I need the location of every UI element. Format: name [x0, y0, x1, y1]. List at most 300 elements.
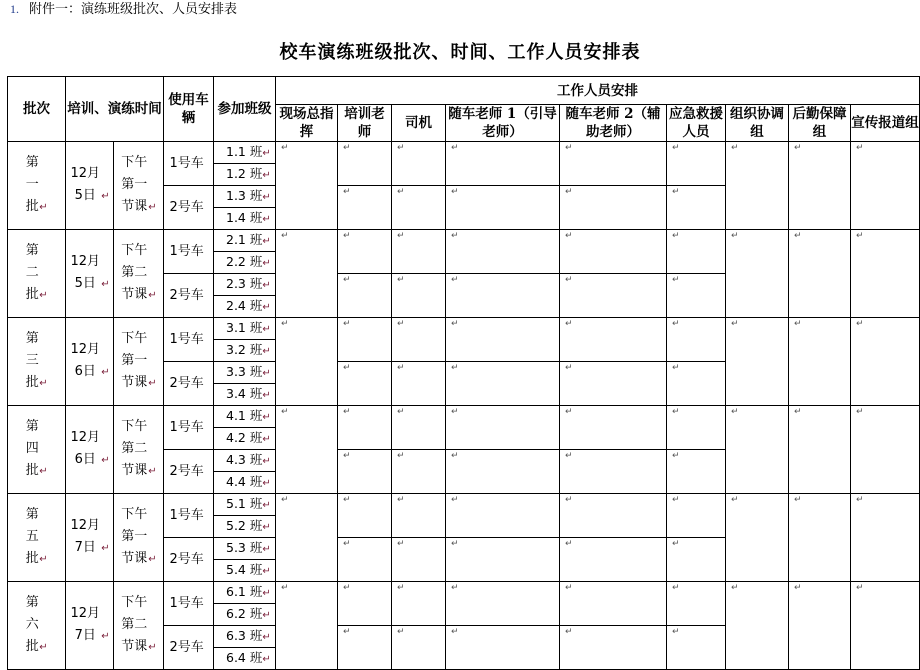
- escort-teacher-1-input[interactable]: [446, 362, 560, 406]
- paragraph-mark-icon: ↵: [101, 631, 110, 642]
- escort-teacher-1-input[interactable]: [446, 318, 560, 362]
- document-title: 校车演练班级批次、时间、工作人员安排表: [279, 42, 641, 63]
- commander-input[interactable]: [276, 582, 338, 670]
- escort-teacher-2-input[interactable]: [560, 538, 667, 582]
- class-label: 4.1 班: [226, 408, 263, 423]
- paragraph-mark-icon: ↵: [262, 324, 271, 335]
- vehicle-label: 2号车: [169, 551, 204, 567]
- coordination-group-input[interactable]: [726, 230, 789, 318]
- escort-teacher-1-input[interactable]: [446, 142, 560, 186]
- driver-input[interactable]: [392, 494, 446, 538]
- emergency-staff-input[interactable]: [667, 230, 726, 274]
- header-escort-teacher-2: 随车老师 2（辅助老师）: [560, 105, 667, 142]
- class-cell: [214, 362, 276, 384]
- escort-teacher-2-input[interactable]: [560, 274, 667, 318]
- paragraph-mark-icon: ↵: [262, 434, 271, 445]
- coordination-group-input[interactable]: [726, 494, 789, 582]
- emergency-staff-input[interactable]: [667, 494, 726, 538]
- paragraph-mark-icon: ↵: [39, 378, 48, 389]
- vehicle-cell: [164, 318, 214, 362]
- date-label: 12月5日: [70, 254, 101, 291]
- driver-input[interactable]: [392, 406, 446, 450]
- paragraph-mark-icon: ↵: [148, 202, 157, 213]
- paragraph-mark-icon: ↵: [148, 378, 157, 389]
- vehicle-label: 2号车: [169, 287, 204, 303]
- paragraph-mark-icon: ↵: [343, 627, 351, 637]
- period-label: 下午第一节课: [121, 331, 148, 390]
- trainer-input[interactable]: [338, 142, 392, 186]
- paragraph-mark-icon: ↵: [397, 143, 405, 153]
- paragraph-mark-icon: ↵: [451, 407, 459, 417]
- paragraph-mark-icon: ↵: [672, 187, 680, 197]
- paragraph-mark-icon: ↵: [672, 275, 680, 285]
- driver-input[interactable]: [392, 538, 446, 582]
- escort-teacher-2-input[interactable]: [560, 626, 667, 670]
- class-cell: [214, 648, 276, 670]
- logistics-group-input[interactable]: [789, 406, 851, 494]
- paragraph-mark-icon: ↵: [565, 231, 573, 241]
- paragraph-mark-icon: ↵: [397, 275, 405, 285]
- class-cell: [214, 560, 276, 582]
- emergency-staff-input[interactable]: [667, 538, 726, 582]
- logistics-group-input[interactable]: [789, 494, 851, 582]
- paragraph-mark-icon: ↵: [262, 566, 271, 577]
- vehicle-label: 1号车: [169, 507, 204, 523]
- header-trainer: 培训老师: [338, 105, 392, 142]
- logistics-group-input[interactable]: [789, 582, 851, 670]
- class-label: 3.4 班: [226, 386, 263, 401]
- paragraph-mark-icon: ↵: [281, 231, 289, 241]
- trainer-input[interactable]: [338, 186, 392, 230]
- driver-input[interactable]: [392, 230, 446, 274]
- driver-input[interactable]: [392, 142, 446, 186]
- driver-input[interactable]: [392, 274, 446, 318]
- paragraph-mark-icon: ↵: [451, 363, 459, 373]
- paragraph-mark-icon: ↵: [343, 187, 351, 197]
- class-cell: [214, 538, 276, 560]
- escort-teacher-2-input[interactable]: [560, 406, 667, 450]
- publicity-group-input[interactable]: [851, 406, 920, 494]
- header-staff-group: 工作人员安排: [276, 77, 920, 105]
- coordination-group-input[interactable]: [726, 582, 789, 670]
- class-cell: [214, 208, 276, 230]
- class-label: 3.1 班: [226, 320, 263, 335]
- vehicle-cell: [164, 538, 214, 582]
- escort-teacher-1-input[interactable]: [446, 450, 560, 494]
- trainer-input[interactable]: [338, 230, 392, 274]
- paragraph-mark-icon: ↵: [565, 319, 573, 329]
- paragraph-mark-icon: ↵: [451, 187, 459, 197]
- period-label: 下午第一节课: [121, 507, 148, 566]
- paragraph-mark-icon: ↵: [101, 543, 110, 554]
- header-coordination-group: 组织协调组: [726, 105, 789, 142]
- vehicle-label: 1号车: [169, 155, 204, 171]
- paragraph-mark-icon: ↵: [794, 583, 802, 593]
- paragraph-mark-icon: ↵: [731, 583, 739, 593]
- trainer-input[interactable]: [338, 538, 392, 582]
- emergency-staff-input[interactable]: [667, 362, 726, 406]
- trainer-input[interactable]: [338, 274, 392, 318]
- header-classes: 参加班级: [214, 77, 276, 142]
- paragraph-mark-icon: ↵: [262, 544, 271, 555]
- class-label: 4.2 班: [226, 430, 263, 445]
- publicity-group-input[interactable]: [851, 230, 920, 318]
- class-cell: [214, 406, 276, 428]
- paragraph-mark-icon: ↵: [451, 451, 459, 461]
- escort-teacher-1-input[interactable]: [446, 626, 560, 670]
- schedule-table: [7, 76, 920, 670]
- logistics-group-input[interactable]: [789, 142, 851, 230]
- paragraph-mark-icon: ↵: [731, 319, 739, 329]
- emergency-staff-input[interactable]: [667, 626, 726, 670]
- trainer-input[interactable]: [338, 626, 392, 670]
- coordination-group-input[interactable]: [726, 142, 789, 230]
- vehicle-label: 1号车: [169, 243, 204, 259]
- vehicle-cell: [164, 450, 214, 494]
- class-cell: [214, 472, 276, 494]
- commander-input[interactable]: [276, 142, 338, 230]
- class-label: 6.2 班: [226, 606, 263, 621]
- class-cell: [214, 428, 276, 450]
- period-cell: [114, 142, 164, 230]
- period-cell: [114, 318, 164, 406]
- paragraph-mark-icon: ↵: [39, 642, 48, 653]
- class-cell: [214, 252, 276, 274]
- paragraph-mark-icon: ↵: [731, 231, 739, 241]
- paragraph-mark-icon: ↵: [856, 143, 864, 153]
- emergency-staff-input[interactable]: [667, 186, 726, 230]
- paragraph-mark-icon: ↵: [148, 554, 157, 565]
- paragraph-mark-icon: ↵: [281, 143, 289, 153]
- batch-label: 第三批: [25, 331, 39, 390]
- escort-teacher-2-input[interactable]: [560, 494, 667, 538]
- header-driver: 司机: [392, 105, 446, 142]
- paragraph-mark-icon: ↵: [565, 495, 573, 505]
- header-publicity-group: 宣传报道组: [851, 105, 920, 142]
- paragraph-mark-icon: ↵: [39, 202, 48, 213]
- class-label: 3.3 班: [226, 364, 263, 379]
- attachment-note: [10, 0, 237, 19]
- batch-label: 第五批: [25, 507, 39, 566]
- paragraph-mark-icon: ↵: [262, 346, 271, 357]
- paragraph-mark-icon: ↵: [565, 627, 573, 637]
- header-logistics-group: 后勤保障组: [789, 105, 851, 142]
- logistics-group-input[interactable]: [789, 230, 851, 318]
- date-cell: [66, 582, 114, 670]
- class-cell: [214, 516, 276, 538]
- vehicle-cell: [164, 142, 214, 186]
- paragraph-mark-icon: ↵: [262, 412, 271, 423]
- period-cell: [114, 406, 164, 494]
- batch-label: 第二批: [25, 243, 39, 302]
- class-label: 3.2 班: [226, 342, 263, 357]
- paragraph-mark-icon: ↵: [281, 407, 289, 417]
- paragraph-mark-icon: ↵: [262, 588, 271, 599]
- paragraph-mark-icon: ↵: [856, 319, 864, 329]
- batch-cell: [8, 142, 66, 230]
- trainer-input[interactable]: [338, 362, 392, 406]
- paragraph-mark-icon: ↵: [672, 583, 680, 593]
- vehicle-cell: [164, 626, 214, 670]
- paragraph-mark-icon: ↵: [39, 290, 48, 301]
- driver-input[interactable]: [392, 626, 446, 670]
- trainer-input[interactable]: [338, 450, 392, 494]
- class-label: 5.2 班: [226, 518, 263, 533]
- trainer-input[interactable]: [338, 318, 392, 362]
- class-label: 4.4 班: [226, 474, 263, 489]
- escort-teacher-1-input[interactable]: [446, 538, 560, 582]
- escort-teacher-1-input[interactable]: [446, 582, 560, 626]
- paragraph-mark-icon: ↵: [262, 280, 271, 291]
- class-label: 1.2 班: [226, 166, 263, 181]
- table-row: [8, 142, 920, 164]
- paragraph-mark-icon: ↵: [343, 363, 351, 373]
- class-cell: [214, 230, 276, 252]
- vehicle-cell: [164, 494, 214, 538]
- paragraph-mark-icon: ↵: [856, 583, 864, 593]
- paragraph-mark-icon: ↵: [451, 583, 459, 593]
- class-label: 5.1 班: [226, 496, 263, 511]
- list-number: 1.: [10, 2, 19, 16]
- paragraph-mark-icon: ↵: [451, 539, 459, 549]
- paragraph-mark-icon: ↵: [262, 478, 271, 489]
- paragraph-mark-icon: ↵: [262, 456, 271, 467]
- paragraph-mark-icon: ↵: [565, 451, 573, 461]
- paragraph-mark-icon: ↵: [148, 642, 157, 653]
- paragraph-mark-icon: ↵: [39, 466, 48, 477]
- commander-input[interactable]: [276, 494, 338, 582]
- class-cell: [214, 186, 276, 208]
- class-cell: [214, 626, 276, 648]
- paragraph-mark-icon: ↵: [343, 583, 351, 593]
- paragraph-mark-icon: ↵: [101, 455, 110, 466]
- paragraph-mark-icon: ↵: [731, 143, 739, 153]
- escort-teacher-2-input[interactable]: [560, 230, 667, 274]
- class-cell: [214, 450, 276, 472]
- emergency-staff-input[interactable]: [667, 142, 726, 186]
- class-label: 2.4 班: [226, 298, 263, 313]
- emergency-staff-input[interactable]: [667, 318, 726, 362]
- paragraph-mark-icon: ↵: [343, 407, 351, 417]
- escort-teacher-2-input[interactable]: [560, 450, 667, 494]
- escort-teacher-1-input[interactable]: [446, 494, 560, 538]
- publicity-group-input[interactable]: [851, 582, 920, 670]
- paragraph-mark-icon: ↵: [565, 143, 573, 153]
- vehicle-label: 1号车: [169, 419, 204, 435]
- class-cell: [214, 384, 276, 406]
- paragraph-mark-icon: ↵: [672, 627, 680, 637]
- date-cell: [66, 230, 114, 318]
- paragraph-mark-icon: ↵: [672, 231, 680, 241]
- batch-cell: [8, 230, 66, 318]
- paragraph-mark-icon: ↵: [794, 231, 802, 241]
- paragraph-mark-icon: ↵: [101, 367, 110, 378]
- vehicle-cell: [164, 186, 214, 230]
- period-cell: [114, 230, 164, 318]
- class-cell: [214, 164, 276, 186]
- paragraph-mark-icon: ↵: [343, 231, 351, 241]
- paragraph-mark-icon: ↵: [397, 187, 405, 197]
- header-emergency-staff: 应急救援人员: [667, 105, 726, 142]
- class-label: 5.4 班: [226, 562, 263, 577]
- paragraph-mark-icon: ↵: [262, 390, 271, 401]
- escort-teacher-1-input[interactable]: [446, 186, 560, 230]
- table-row: [8, 230, 920, 252]
- period-cell: [114, 582, 164, 670]
- trainer-input[interactable]: [338, 494, 392, 538]
- period-label: 下午第一节课: [121, 155, 148, 214]
- vehicle-label: 1号车: [169, 595, 204, 611]
- period-label: 下午第二节课: [121, 595, 148, 654]
- paragraph-mark-icon: ↵: [397, 451, 405, 461]
- class-cell: [214, 142, 276, 164]
- batch-cell: [8, 318, 66, 406]
- class-label: 1.4 班: [226, 210, 263, 225]
- vehicle-label: 1号车: [169, 331, 204, 347]
- header-escort-teacher-1: 随车老师 1（引导老师）: [446, 105, 560, 142]
- escort-teacher-1-input[interactable]: [446, 230, 560, 274]
- vehicle-label: 2号车: [169, 375, 204, 391]
- paragraph-mark-icon: ↵: [343, 275, 351, 285]
- driver-input[interactable]: [392, 186, 446, 230]
- date-label: 12月7日: [70, 606, 101, 643]
- paragraph-mark-icon: ↵: [262, 192, 271, 203]
- paragraph-mark-icon: ↵: [397, 495, 405, 505]
- paragraph-mark-icon: ↵: [565, 187, 573, 197]
- paragraph-mark-icon: ↵: [262, 500, 271, 511]
- class-label: 1.1 班: [226, 144, 263, 159]
- paragraph-mark-icon: ↵: [565, 363, 573, 373]
- class-cell: [214, 296, 276, 318]
- paragraph-mark-icon: ↵: [262, 654, 271, 665]
- emergency-staff-input[interactable]: [667, 450, 726, 494]
- vehicle-label: 2号车: [169, 199, 204, 215]
- vehicle-cell: [164, 274, 214, 318]
- coordination-group-input[interactable]: [726, 318, 789, 406]
- date-label: 12月5日: [70, 166, 101, 203]
- escort-teacher-2-input[interactable]: [560, 362, 667, 406]
- logistics-group-input[interactable]: [789, 318, 851, 406]
- escort-teacher-1-input[interactable]: [446, 274, 560, 318]
- driver-input[interactable]: [392, 318, 446, 362]
- table-row: [8, 494, 920, 516]
- paragraph-mark-icon: ↵: [262, 148, 271, 159]
- class-label: 2.2 班: [226, 254, 263, 269]
- paragraph-mark-icon: ↵: [794, 495, 802, 505]
- paragraph-mark-icon: ↵: [281, 495, 289, 505]
- paragraph-mark-icon: ↵: [672, 319, 680, 329]
- class-cell: [214, 274, 276, 296]
- paragraph-mark-icon: ↵: [148, 290, 157, 301]
- table-row: [8, 582, 920, 604]
- date-label: 12月6日: [70, 342, 101, 379]
- paragraph-mark-icon: ↵: [451, 319, 459, 329]
- vehicle-label: 2号车: [169, 463, 204, 479]
- class-label: 2.3 班: [226, 276, 263, 291]
- paragraph-mark-icon: ↵: [794, 143, 802, 153]
- class-label: 4.3 班: [226, 452, 263, 467]
- escort-teacher-2-input[interactable]: [560, 186, 667, 230]
- emergency-staff-input[interactable]: [667, 274, 726, 318]
- escort-teacher-2-input[interactable]: [560, 582, 667, 626]
- escort-teacher-2-input[interactable]: [560, 318, 667, 362]
- paragraph-mark-icon: ↵: [397, 627, 405, 637]
- paragraph-mark-icon: ↵: [101, 279, 110, 290]
- attachment-label: 附件一：演练班级批次、人员安排表: [29, 2, 238, 17]
- publicity-group-input[interactable]: [851, 142, 920, 230]
- header-batch: 批次: [8, 77, 66, 142]
- paragraph-mark-icon: ↵: [451, 143, 459, 153]
- commander-input[interactable]: [276, 406, 338, 494]
- vehicle-cell: [164, 230, 214, 274]
- paragraph-mark-icon: ↵: [451, 275, 459, 285]
- paragraph-mark-icon: ↵: [281, 583, 289, 593]
- driver-input[interactable]: [392, 362, 446, 406]
- escort-teacher-1-input[interactable]: [446, 406, 560, 450]
- publicity-group-input[interactable]: [851, 318, 920, 406]
- emergency-staff-input[interactable]: [667, 582, 726, 626]
- paragraph-mark-icon: ↵: [397, 407, 405, 417]
- batch-cell: [8, 494, 66, 582]
- paragraph-mark-icon: ↵: [672, 495, 680, 505]
- date-cell: [66, 318, 114, 406]
- class-cell: [214, 604, 276, 626]
- paragraph-mark-icon: ↵: [343, 451, 351, 461]
- coordination-group-input[interactable]: [726, 406, 789, 494]
- paragraph-mark-icon: ↵: [856, 231, 864, 241]
- header-vehicle: 使用车辆: [164, 77, 214, 142]
- paragraph-mark-icon: ↵: [856, 407, 864, 417]
- class-label: 5.3 班: [226, 540, 263, 555]
- paragraph-mark-icon: ↵: [397, 363, 405, 373]
- paragraph-mark-icon: ↵: [856, 495, 864, 505]
- commander-input[interactable]: [276, 318, 338, 406]
- paragraph-mark-icon: ↵: [148, 466, 157, 477]
- escort-teacher-2-input[interactable]: [560, 142, 667, 186]
- paragraph-mark-icon: ↵: [672, 363, 680, 373]
- driver-input[interactable]: [392, 582, 446, 626]
- trainer-input[interactable]: [338, 582, 392, 626]
- paragraph-mark-icon: ↵: [672, 407, 680, 417]
- commander-input[interactable]: [276, 230, 338, 318]
- batch-cell: [8, 406, 66, 494]
- paragraph-mark-icon: ↵: [262, 214, 271, 225]
- batch-label: 第六批: [25, 595, 39, 654]
- paragraph-mark-icon: ↵: [794, 407, 802, 417]
- paragraph-mark-icon: ↵: [451, 495, 459, 505]
- driver-input[interactable]: [392, 450, 446, 494]
- trainer-input[interactable]: [338, 406, 392, 450]
- paragraph-mark-icon: ↵: [343, 143, 351, 153]
- paragraph-mark-icon: ↵: [672, 451, 680, 461]
- publicity-group-input[interactable]: [851, 494, 920, 582]
- paragraph-mark-icon: ↵: [672, 539, 680, 549]
- table-row: [8, 318, 920, 340]
- paragraph-mark-icon: ↵: [731, 495, 739, 505]
- period-label: 下午第二节课: [121, 243, 148, 302]
- paragraph-mark-icon: ↵: [262, 170, 271, 181]
- emergency-staff-input[interactable]: [667, 406, 726, 450]
- paragraph-mark-icon: ↵: [565, 539, 573, 549]
- paragraph-mark-icon: ↵: [451, 627, 459, 637]
- paragraph-mark-icon: ↵: [262, 302, 271, 313]
- paragraph-mark-icon: ↵: [565, 407, 573, 417]
- paragraph-mark-icon: ↵: [39, 554, 48, 565]
- batch-label: 第四批: [25, 419, 39, 478]
- class-cell: [214, 340, 276, 362]
- class-label: 2.1 班: [226, 232, 263, 247]
- paragraph-mark-icon: ↵: [794, 319, 802, 329]
